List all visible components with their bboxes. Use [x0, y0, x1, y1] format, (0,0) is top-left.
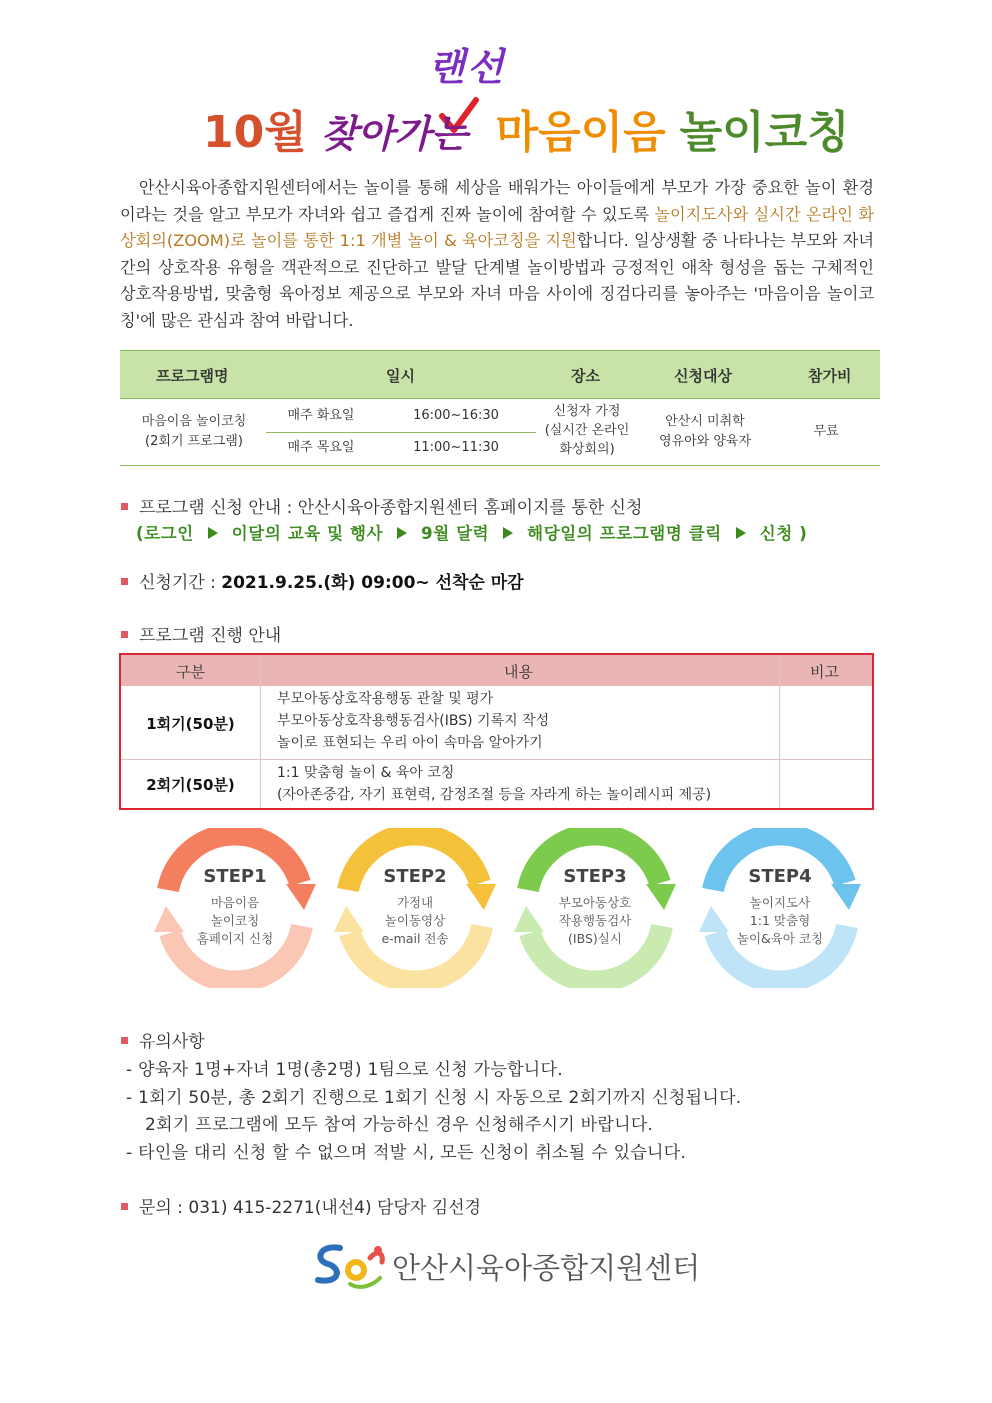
step-line: 놀이코칭: [210, 913, 260, 928]
day-2: 매주 목요일: [287, 440, 355, 455]
note-2: - 1회기 50분, 총 2회기 진행으로 1회기 신청 시 자동으로 2회기까지 신청됩니다.: [126, 1088, 742, 1108]
contact-info: [121, 1193, 481, 1218]
title-coaching: 놀이코칭: [679, 107, 850, 158]
arrow-right-icon: [503, 527, 513, 539]
target-line-2: 영유아와 양육자: [658, 434, 752, 449]
step-4: [695, 828, 865, 988]
step-title: STEP2: [383, 866, 447, 887]
progress-info: [121, 621, 281, 646]
apply-path: [136, 520, 807, 544]
intro-text-2: 합니다. 일상생활 중 나타나는 부모와 자녀 간의 상호작용 유형을 객관적으로 진단하고 발달 단계별 놀이방법과 긍정적인 애착 형성을 돕는 구체적인 상호작용방법, 맞춤형 육아정보 제공으로 부모와 자녀 마음 사이에 징검다리를 놓아주는 '마음이음 놀이코칭'에 많은 관심과 참여 바랍니다.: [120, 231, 874, 330]
header-place: 장소: [571, 367, 600, 385]
title-line: [203, 96, 850, 160]
row2-label: 2회기(50분): [146, 776, 235, 794]
target-cell: [640, 412, 770, 452]
progress-table: [119, 653, 874, 810]
header-datetime: 일시: [386, 367, 415, 385]
step-line: 부모아동상호: [558, 895, 632, 910]
place-line-3: 화상회의): [559, 442, 615, 457]
column-divider: [779, 655, 780, 808]
step-description: [695, 894, 865, 948]
path-program-click: 해당일의 프로그램명 클릭: [527, 524, 722, 543]
header-remark: 비고: [810, 663, 839, 681]
step-1: [150, 828, 320, 988]
progress-label: 프로그램 진행 안내: [139, 626, 282, 646]
step-title: STEP3: [563, 866, 627, 887]
bullet-square-icon: [121, 503, 128, 510]
bullet-square-icon: [121, 1203, 128, 1210]
step-line: 마음이음: [210, 895, 260, 910]
step-line: 작용행동검사: [558, 913, 632, 928]
step-line: e-mail 전송: [381, 931, 449, 946]
row1-line-1: 부모아동상호작용행동 관찰 및 평가: [277, 691, 494, 707]
intro-paragraph: [120, 175, 874, 334]
schedule-table: [120, 350, 880, 466]
arrow-right-icon: [736, 527, 746, 539]
place-line-1: 신청자 가정: [553, 404, 621, 419]
apply-period: [121, 568, 524, 593]
day-1: 매주 화요일: [287, 408, 355, 423]
datetime-divider: [266, 432, 536, 433]
title-visit: 찾아가는: [320, 112, 468, 156]
column-divider: [260, 655, 261, 808]
notes-label: 유의사항: [139, 1032, 205, 1052]
row-divider: [121, 759, 872, 760]
program-sessions: (2회기 프로그램): [145, 434, 243, 449]
place-line-2: (실시간 온라인: [544, 423, 630, 438]
path-login: (로그인: [136, 524, 194, 543]
time-2: 11:00~11:30: [413, 440, 499, 455]
footer-logo: [310, 1240, 701, 1290]
bullet-square-icon: [121, 578, 128, 585]
step-line: 놀이동영상: [384, 913, 446, 928]
step-2: [330, 828, 500, 988]
schedule-header-row: [120, 350, 880, 399]
header-fee: 참가비: [808, 367, 852, 385]
row1-label: 1회기(50분): [146, 715, 235, 733]
step-line: 홈페이지 신청: [196, 931, 274, 946]
step-line: 1:1 맞춤형: [749, 913, 811, 928]
path-events: 이달의 교육 및 행사: [231, 524, 384, 543]
period-suffix: 선착순 마감: [429, 573, 524, 593]
intro-highlight: 놀이지도사와 실시간 온라인 화상회의(ZOOM)로 놀이를 통한 1:1 개별 놀이 & 육아코칭을 지원: [120, 204, 875, 250]
steps-diagram: [150, 828, 870, 988]
row1-content: [277, 688, 549, 754]
program-name: 마음이음 놀이코칭: [141, 414, 247, 429]
org-name: 안산시육아종합지원센터: [392, 1251, 701, 1285]
row2-content: [277, 762, 711, 806]
step-title: STEP1: [203, 866, 267, 887]
row2-line-2: (자아존중감, 자기 표현력, 감정조절 등을 자라게 하는 놀이레시피 제공): [277, 787, 712, 803]
step-description: [150, 894, 320, 948]
title-maeum: 마음이음: [495, 107, 666, 158]
header-division: 구분: [176, 663, 205, 681]
time-1: 16:00~16:30: [413, 408, 499, 423]
apply-label: 프로그램 신청 안내 : 안산시육아종합지원센터 홈페이지를 통한 신청: [139, 498, 643, 518]
title-month: 10월: [203, 107, 307, 158]
bullet-square-icon: [121, 631, 128, 638]
apply-info: [121, 493, 642, 518]
row2-line-1: 1:1 맞춤형 놀이 & 육아 코칭: [277, 765, 455, 781]
program-cell: [124, 412, 264, 452]
header-program: 프로그램명: [156, 367, 229, 385]
title-lanseon: 랜선: [428, 45, 506, 89]
step-description: [330, 894, 500, 948]
target-line-1: 안산시 미취학: [665, 414, 745, 429]
center-logo-icon: [310, 1240, 390, 1290]
schedule-row: [120, 399, 880, 466]
step-line: (IBS)실시: [568, 931, 622, 946]
step-line: 놀이&육아 코칭: [736, 931, 824, 946]
header-target: 신청대상: [674, 367, 732, 385]
step-title: STEP4: [748, 866, 812, 887]
note-3: 2회기 프로그램에 모두 참여 가능하신 경우 신청해주시기 바랍니다.: [145, 1115, 654, 1135]
page-title: [0, 30, 992, 165]
row1-line-2: 부모아동상호작용행동검사(IBS) 기록지 작성: [277, 713, 550, 729]
row1-line-3: 놀이로 표현되는 우리 아이 속마음 알아가기: [277, 735, 543, 751]
place-cell: [532, 402, 642, 459]
period-value: 2021.9.25.(화) 09:00~: [221, 573, 430, 593]
fee-cell: 무료: [813, 424, 839, 439]
note-1: - 양육자 1명+자녀 1명(총2명) 1팀으로 신청 가능합니다.: [126, 1060, 563, 1080]
note-4: - 타인을 대리 신청 할 수 없으며 적발 시, 모든 신청이 취소될 수 있습니다.: [126, 1143, 687, 1163]
intro-text-1: 안산시육아종합지원센터에서는 놀이를 통해 세상을 배워가는 아이들에게 부모가 가장 중요한 놀이 환경이라는 것을 알고 부모가 자녀와 쉽고 즐겁게 진짜 놀이에 참여할 수 있도록: [120, 178, 875, 224]
arrow-right-icon: [208, 527, 218, 539]
notes-heading: [121, 1027, 205, 1052]
step-3: [510, 828, 680, 988]
path-calendar: 9월 달력: [421, 524, 490, 543]
step-description: [510, 894, 680, 948]
header-content: 내용: [504, 663, 533, 681]
progress-header-row: [121, 655, 872, 686]
bullet-square-icon: [121, 1037, 128, 1044]
step-line: 놀이지도사: [749, 895, 811, 910]
arrow-right-icon: [397, 527, 407, 539]
step-line: 가정내: [396, 895, 434, 910]
contact-label: 문의 : 031) 415-2271(내선4) 담당자 김선경: [139, 1198, 481, 1218]
period-label: 신청기간 :: [139, 573, 222, 593]
path-apply: 신청 ): [759, 524, 808, 543]
